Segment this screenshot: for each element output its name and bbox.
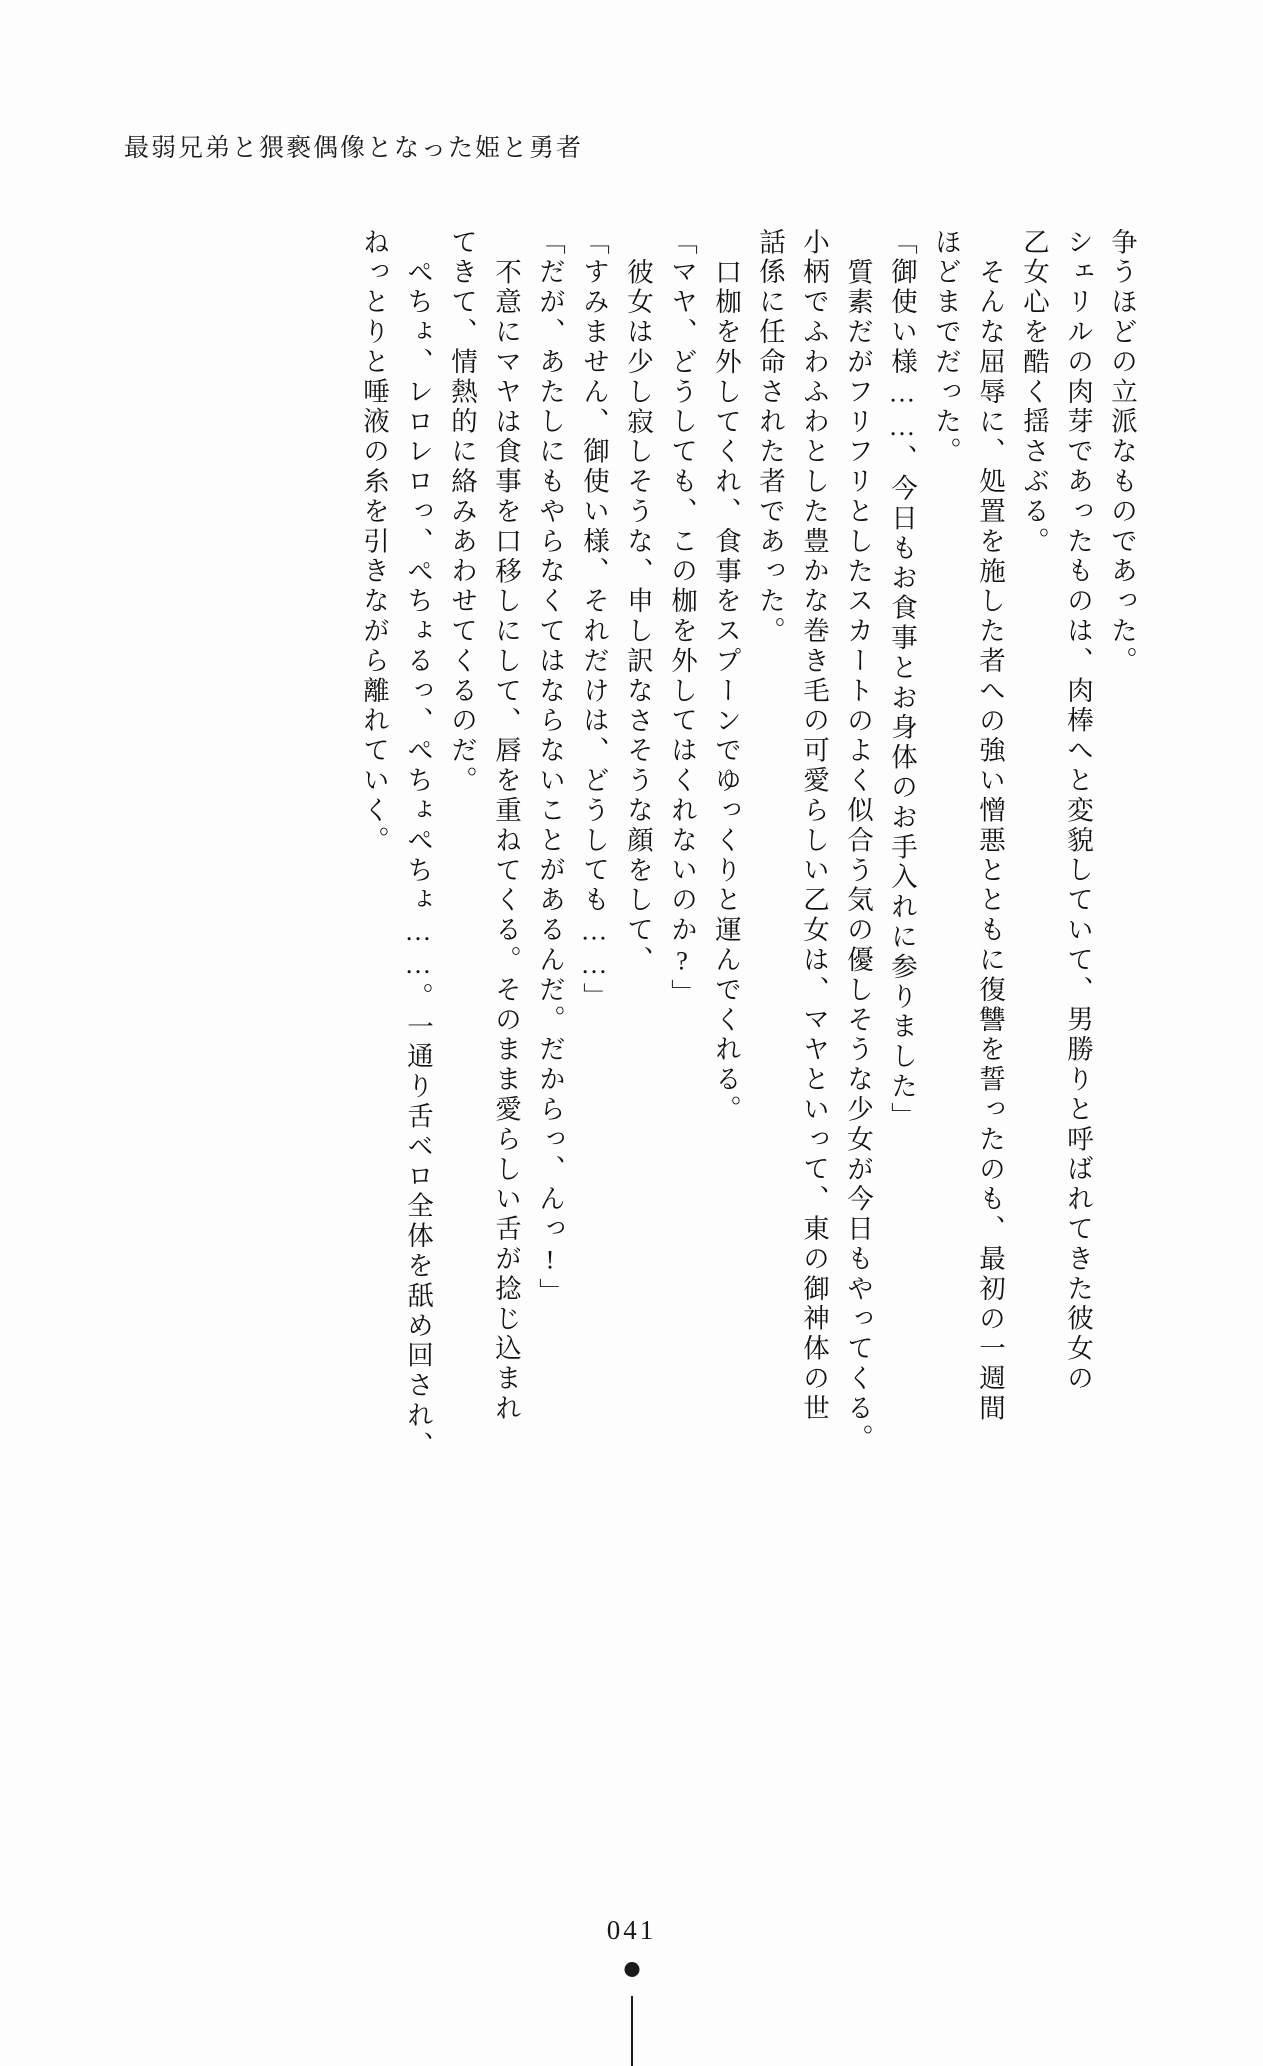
text-column: 話係に任命された者であった。 [755,228,785,647]
text-column: そんな屈辱に、処置を施した者への強い憎悪とともに復讐を誓ったのも、最初の一週間 [975,258,1005,1425]
text-column: シェリルの肉芽であったものは、肉棒へと変貌していて、男勝りと呼ばれてきた彼女の [1063,228,1093,1395]
vertical-text-block [195,228,1135,1608]
running-head-title: 最弱兄弟と猥褻偶像となった姫と勇者 [124,135,584,162]
text-column: 乙女心を酷く揺さぶる。 [1019,228,1049,557]
text-column: 「御使い様……、今日もお食事とお身体のお手入れに参りました」 [887,228,917,1132]
marker-dot-icon [624,1962,639,1977]
text-column: 彼女は少し寂しそうな、申し訳なさそうな顔をして、 [623,258,653,976]
text-column: 小柄でふわふわとした豊かな巻き毛の可愛らしい乙女は、マヤといって、東の御神体の世 [799,228,829,1424]
text-column: 「すみません、御使い様、それだけは、どうしても……」 [579,228,609,1013]
text-column: 質素だがフリフリとしたスカートのよく似合う気の優しそうな少女が今日もやってくる。 [843,258,873,1454]
text-column: ねっとりと唾液の糸を引きながら離れていく。 [359,228,389,856]
marker-rule-icon [631,1996,633,2066]
bottom-decorative-marker [622,1962,642,2066]
text-column: ぺちょ、レロレロっ、ぺちょるっ、ぺちょぺちょ……。一通り舌ベロ全体を舐め回され、 [403,258,433,1461]
text-column: 争うほどの立派なものであった。 [1107,228,1137,677]
text-column: 「だが、あたしにもやらなくてはならないことがあるんだ。だからっ、んっ!」 [535,228,565,1308]
text-column: てきて、情熱的に絡みあわせてくるのだ。 [447,228,477,797]
text-column: ほどまでだった。 [931,228,961,468]
text-column: 「マヤ、どうしても、この枷を外してはくれないのか?」 [667,228,697,1009]
text-column: 口枷を外してくれ、食事をスプーンでゆっくりと運んでくれる。 [711,258,741,1126]
text-column: 不意にマヤは食事を口移しにして、唇を重ねてくる。そのまま愛らしい舌が捻じ込まれ [491,258,521,1425]
page-number: 041 [606,1915,657,1945]
